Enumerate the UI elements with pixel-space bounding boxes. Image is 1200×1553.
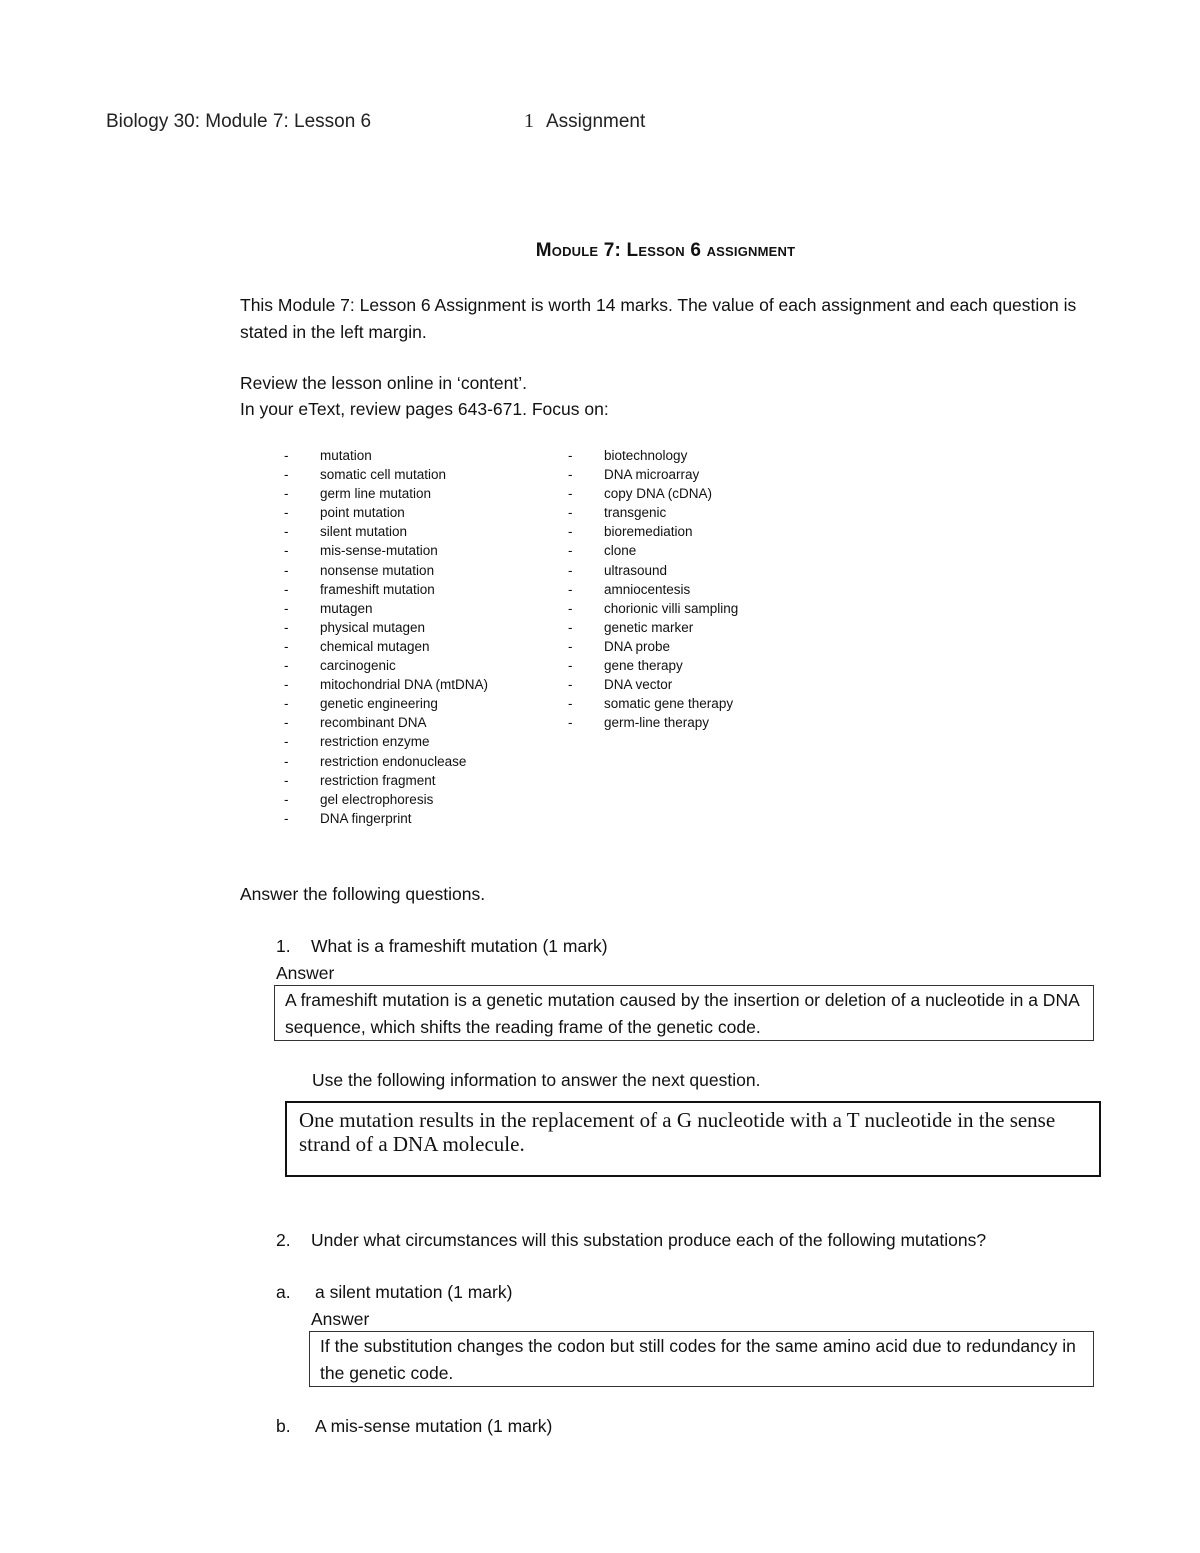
bullet-dash: - (568, 467, 573, 483)
header-page-number: 1 (524, 110, 534, 132)
bullet-dash: - (568, 715, 573, 731)
bullet-dash: - (284, 543, 289, 559)
term-text: nonsense mutation (320, 562, 435, 578)
question-1-answer-text: A frameshift mutation is a genetic mutation caused by the insertion or deletion of a nucleotide in a DNA sequence, which shifts the reading frame of the genetic code. (285, 990, 1079, 1037)
question-2-text: Under what circumstances will this substation produce each of the following mutations? (311, 1230, 987, 1250)
term-text: transgenic (604, 505, 667, 521)
term-text: ultrasound (604, 562, 668, 578)
term-text: somatic gene therapy (604, 696, 734, 712)
page-title-text: Module 7: Lesson 6 assignment (535, 240, 796, 261)
term-text: somatic cell mutation (320, 467, 447, 483)
question-2b-text: A mis-sense mutation (1 mark) (315, 1416, 553, 1436)
term-text: chemical mutagen (320, 638, 430, 654)
bullet-dash: - (284, 772, 289, 788)
term-text: gene therapy (604, 658, 683, 674)
term-text: restriction endonuclease (320, 753, 467, 769)
question-1-number: 1. (276, 936, 291, 956)
term-text: mutagen (320, 600, 373, 616)
bullet-dash: - (284, 505, 289, 521)
term-text: biotechnology (604, 448, 688, 463)
question-2a-answer-label: Answer (311, 1309, 370, 1329)
header-section: Assignment (546, 111, 646, 132)
bullet-dash: - (284, 753, 289, 769)
term-text: germ-line therapy (604, 715, 710, 731)
bullet-dash: - (284, 715, 289, 731)
question-2a-answer-text: If the substitution changes the codon but still codes for the same amino acid due to redundancy in the genetic code. (320, 1336, 1076, 1383)
bullet-dash: - (568, 581, 573, 597)
term-text: amniocentesis (604, 581, 691, 597)
bullet-dash: - (284, 791, 289, 807)
term-text: clone (604, 543, 637, 559)
bullet-dash: - (568, 696, 573, 712)
bullet-dash: - (568, 638, 573, 654)
term-text: bioremediation (604, 524, 693, 540)
bullet-dash: - (284, 696, 289, 712)
term-text: restriction fragment (320, 772, 436, 788)
bullet-dash: - (284, 448, 289, 463)
term-text: physical mutagen (320, 619, 426, 635)
header-course: Biology 30: Module 7: Lesson 6 (106, 111, 372, 132)
question-2-number: 2. (276, 1230, 291, 1250)
review-line-2: In your eText, review pages 643-671. Focus on: (240, 399, 609, 419)
term-text: germ line mutation (320, 486, 432, 502)
term-text: mutation (320, 448, 372, 463)
bullet-dash: - (568, 619, 573, 635)
question-2b-letter: b. (276, 1416, 291, 1436)
term-text: DNA vector (604, 677, 673, 693)
term-text: gel electrophoresis (320, 791, 434, 807)
term-text: mitochondrial DNA (mtDNA) (320, 677, 489, 693)
bullet-dash: - (568, 562, 573, 578)
term-text: DNA probe (604, 638, 671, 654)
question-2a-letter: a. (276, 1282, 291, 1302)
info-intro: Use the following information to answer the next question. (312, 1070, 761, 1090)
bullet-dash: - (568, 486, 573, 502)
bullet-dash: - (284, 658, 289, 674)
bullet-dash: - (284, 619, 289, 635)
bullet-dash: - (568, 677, 573, 693)
bullet-dash: - (568, 543, 573, 559)
intro-paragraph: This Module 7: Lesson 6 Assignment is worth 14 marks. The value of each assignment and each question is stated in the left margin. (240, 295, 1077, 342)
term-text: genetic engineering (320, 696, 438, 712)
bullet-dash: - (284, 600, 289, 616)
bullet-dash: - (284, 524, 289, 540)
term-text: copy DNA (cDNA) (604, 486, 713, 502)
term-text: silent mutation (320, 524, 408, 540)
bullet-dash: - (568, 600, 573, 616)
term-text: mis-sense-mutation (320, 543, 438, 559)
question-2a-text: a silent mutation (1 mark) (315, 1282, 513, 1302)
bullet-dash: - (284, 677, 289, 693)
term-text: recombinant DNA (320, 715, 427, 731)
instructions: Answer the following questions. (240, 884, 486, 904)
review-line-1: Review the lesson online in ‘content’. (240, 373, 527, 393)
bullet-dash: - (284, 581, 289, 597)
bullet-dash: - (284, 638, 289, 654)
bullet-dash: - (568, 524, 573, 540)
term-text: DNA fingerprint (320, 810, 412, 826)
term-text: frameshift mutation (320, 581, 435, 597)
question-1-text: What is a frameshift mutation (1 mark) (311, 936, 608, 956)
term-text: carcinogenic (320, 658, 396, 674)
bullet-dash: - (284, 734, 289, 750)
info-box (285, 1101, 1101, 1177)
question-2a-answer-box[interactable] (309, 1331, 1094, 1387)
term-text: point mutation (320, 505, 405, 521)
review-block (240, 370, 940, 422)
bullet-dash: - (284, 467, 289, 483)
question-1-answer-box[interactable] (274, 985, 1094, 1041)
page-title (0, 240, 1200, 262)
term-text: genetic marker (604, 619, 694, 635)
term-text: DNA microarray (604, 467, 700, 483)
bullet-dash: - (284, 562, 289, 578)
term-text: restriction enzyme (320, 734, 430, 750)
bullet-dash: - (284, 486, 289, 502)
bullet-dash: - (568, 658, 573, 674)
term-text: chorionic villi sampling (604, 600, 739, 616)
bullet-dash: - (568, 448, 573, 463)
bullet-dash: - (568, 505, 573, 521)
question-1-answer-label: Answer (276, 963, 335, 983)
info-box-text: One mutation results in the replacement of a G nucleotide with a T nucleotide in the sense strand of a DNA molecule. (299, 1108, 1056, 1156)
bullet-dash: - (284, 810, 289, 826)
